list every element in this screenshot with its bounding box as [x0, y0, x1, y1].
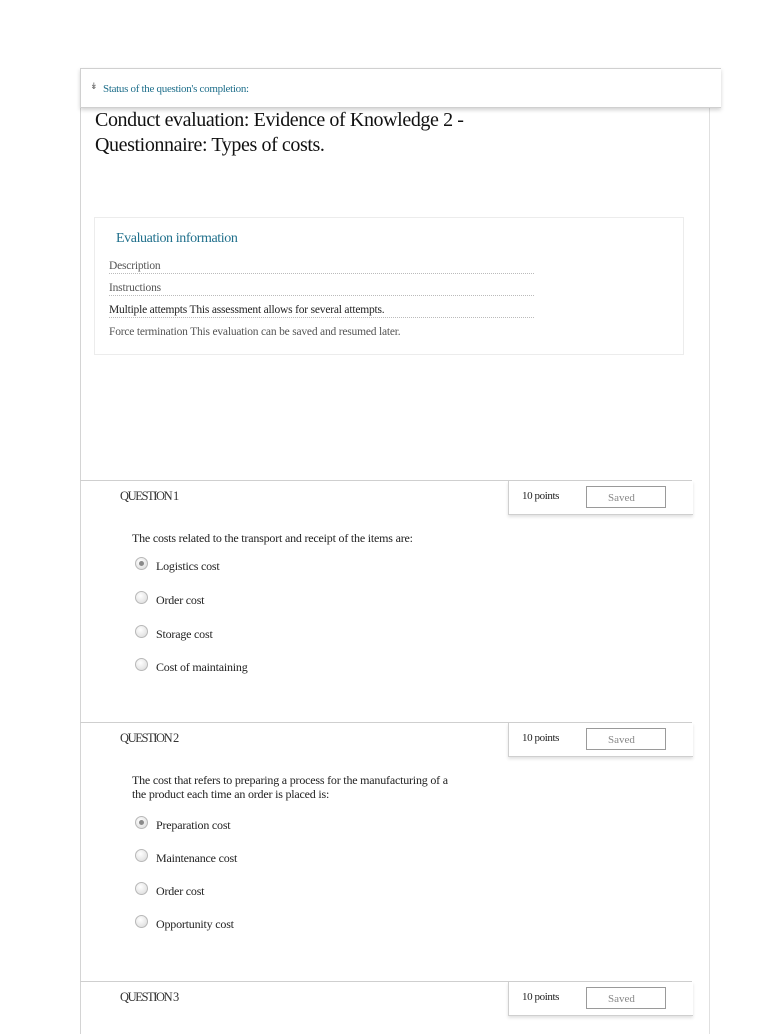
question-score-panel	[508, 723, 693, 757]
answer-option-label[interactable]: Preparation cost	[156, 818, 231, 832]
radio-button-selected[interactable]	[135, 816, 148, 829]
evaluation-information-panel	[94, 217, 684, 355]
question-score-panel	[508, 481, 693, 515]
question-label: QUESTION 2	[120, 731, 178, 745]
answer-option-label[interactable]: Maintenance cost	[156, 851, 238, 865]
radio-button[interactable]	[135, 591, 148, 604]
answer-option-label[interactable]: Order cost	[156, 593, 205, 607]
answer-option-label[interactable]: Logistics cost	[156, 559, 220, 573]
double-chevron-down-icon[interactable]: ↡	[90, 82, 98, 92]
instructions-label: Instructions	[109, 282, 534, 296]
page-title-line-1: Conduct evaluation: Evidence of Knowledge 2 -	[95, 109, 464, 131]
saved-status-button[interactable]: Saved	[586, 486, 666, 508]
question-label: QUESTION 1	[120, 489, 178, 503]
question-1	[80, 480, 692, 721]
status-text[interactable]: Status of the question's completion:	[103, 83, 249, 95]
question-2	[80, 722, 692, 983]
points-value: 10 points	[522, 490, 560, 502]
answer-option-label[interactable]: Storage cost	[156, 627, 213, 641]
description-label: Description	[109, 260, 534, 274]
evaluation-information-heading: Evaluation information	[116, 231, 238, 246]
question-3	[80, 981, 692, 1025]
radio-button-selected[interactable]	[135, 557, 148, 570]
question-prompt: The cost that refers to preparing a process for the manufacturing of a the product each time an order is placed is:	[132, 773, 448, 801]
points-value: 10 points	[522, 991, 560, 1003]
question-label: QUESTION 3	[120, 990, 178, 1004]
radio-button[interactable]	[135, 625, 148, 638]
radio-button[interactable]	[135, 658, 148, 671]
page-title-line-2: Questionnaire: Types of costs.	[95, 134, 325, 156]
saved-status-button[interactable]: Saved	[586, 728, 666, 750]
question-score-panel	[508, 982, 693, 1016]
question-completion-status-bar[interactable]	[80, 68, 721, 108]
question-prompt: The costs related to the transport and receipt of the items are:	[132, 531, 413, 545]
answer-option-label[interactable]: Opportunity cost	[156, 917, 234, 931]
answer-option-label[interactable]: Cost of maintaining	[156, 660, 248, 674]
saved-status-button[interactable]: Saved	[586, 987, 666, 1009]
force-termination-info: Force termination This evaluation can be saved and resumed later.	[109, 326, 401, 338]
radio-button[interactable]	[135, 915, 148, 928]
answer-option-label[interactable]: Order cost	[156, 884, 205, 898]
points-value: 10 points	[522, 732, 560, 744]
radio-button[interactable]	[135, 882, 148, 895]
radio-button[interactable]	[135, 849, 148, 862]
multiple-attempts-info: Multiple attempts This assessment allows for several attempts.	[109, 304, 534, 318]
page-title	[95, 108, 515, 158]
